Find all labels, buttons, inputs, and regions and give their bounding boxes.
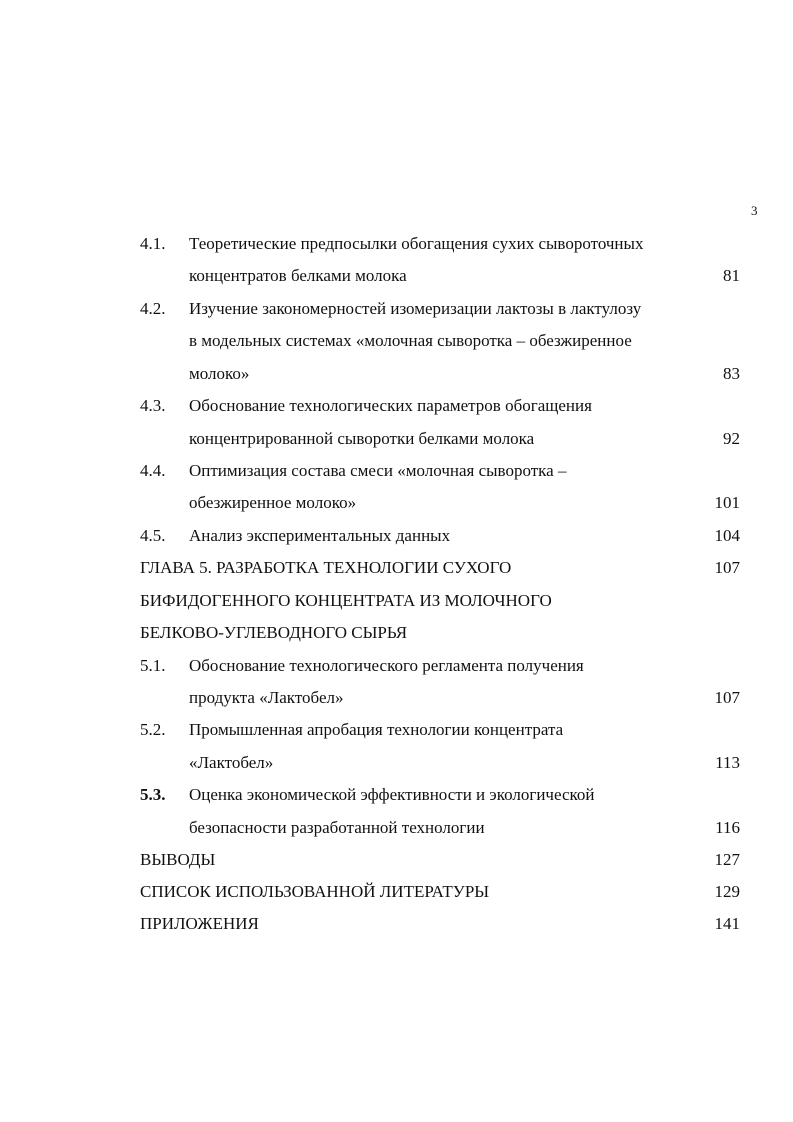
section-title-line: обезжиренное молоко» bbox=[189, 493, 357, 512]
section-number: 5.3. bbox=[140, 785, 166, 804]
section-number: 5.1. bbox=[140, 656, 166, 675]
chapter-title-line: СПИСОК ИСПОЛЬЗОВАННОЙ ЛИТЕРАТУРЫ bbox=[140, 882, 490, 901]
page-ref: 107 bbox=[714, 558, 740, 577]
section-number: 4.3. bbox=[140, 396, 166, 415]
section-title-line: Обоснование технологического регламента получения bbox=[189, 656, 584, 675]
section-number: 4.1. bbox=[140, 234, 166, 253]
page-ref: 113 bbox=[715, 753, 740, 772]
page-ref: 127 bbox=[714, 850, 740, 869]
page-ref: 129 bbox=[714, 882, 740, 901]
chapter-title-line: ВЫВОДЫ bbox=[140, 850, 216, 869]
section-title-line: Промышленная апробация технологии концентрата bbox=[189, 720, 564, 739]
section-title-line: Оптимизация состава смеси «молочная сыворотка – bbox=[189, 461, 567, 480]
page-ref: 104 bbox=[714, 526, 740, 545]
page-ref: 83 bbox=[723, 364, 740, 383]
section-title-line: концентрированной сыворотки белками молока bbox=[189, 429, 535, 448]
section-title-line: продукта «Лактобел» bbox=[189, 688, 344, 707]
section-number: 4.4. bbox=[140, 461, 166, 480]
chapter-title-line: ПРИЛОЖЕНИЯ bbox=[140, 914, 259, 933]
section-title-line: молоко» bbox=[189, 364, 250, 383]
page-ref: 116 bbox=[715, 818, 740, 837]
section-title-line: Изучение закономерностей изомеризации лактозы в лактулозу bbox=[189, 299, 642, 318]
section-title-line: Теоретические предпосылки обогащения сухих сывороточных bbox=[189, 234, 644, 253]
page-ref: 141 bbox=[714, 914, 740, 933]
chapter-title-line: БЕЛКОВО-УГЛЕВОДНОГО СЫРЬЯ bbox=[140, 623, 408, 642]
section-title-line: Обоснование технологических параметров обогащения bbox=[189, 396, 592, 415]
chapter-title-line: ГЛАВА 5. РАЗРАБОТКА ТЕХНОЛОГИИ СУХОГО bbox=[140, 558, 512, 577]
page-number: 3 bbox=[751, 203, 758, 218]
page-ref: 101 bbox=[714, 493, 740, 512]
section-title-line: Оценка экономической эффективности и экологической bbox=[189, 785, 595, 804]
section-title-line: Анализ экспериментальных данных bbox=[189, 526, 451, 545]
section-title-line: «Лактобел» bbox=[189, 753, 274, 772]
section-title-line: безопасности разработанной технологии bbox=[189, 818, 485, 837]
section-number: 4.5. bbox=[140, 526, 166, 545]
section-number: 5.2. bbox=[140, 720, 166, 739]
section-title-line: в модельных системах «молочная сыворотка – обезжиренное bbox=[189, 331, 632, 350]
page-ref: 81 bbox=[723, 266, 740, 285]
section-number: 4.2. bbox=[140, 299, 166, 318]
page-ref: 92 bbox=[723, 429, 740, 448]
section-title-line: концентратов белками молока bbox=[189, 266, 407, 285]
page-ref: 107 bbox=[714, 688, 740, 707]
chapter-title-line: БИФИДОГЕННОГО КОНЦЕНТРАТА ИЗ МОЛОЧНОГО bbox=[140, 591, 552, 610]
